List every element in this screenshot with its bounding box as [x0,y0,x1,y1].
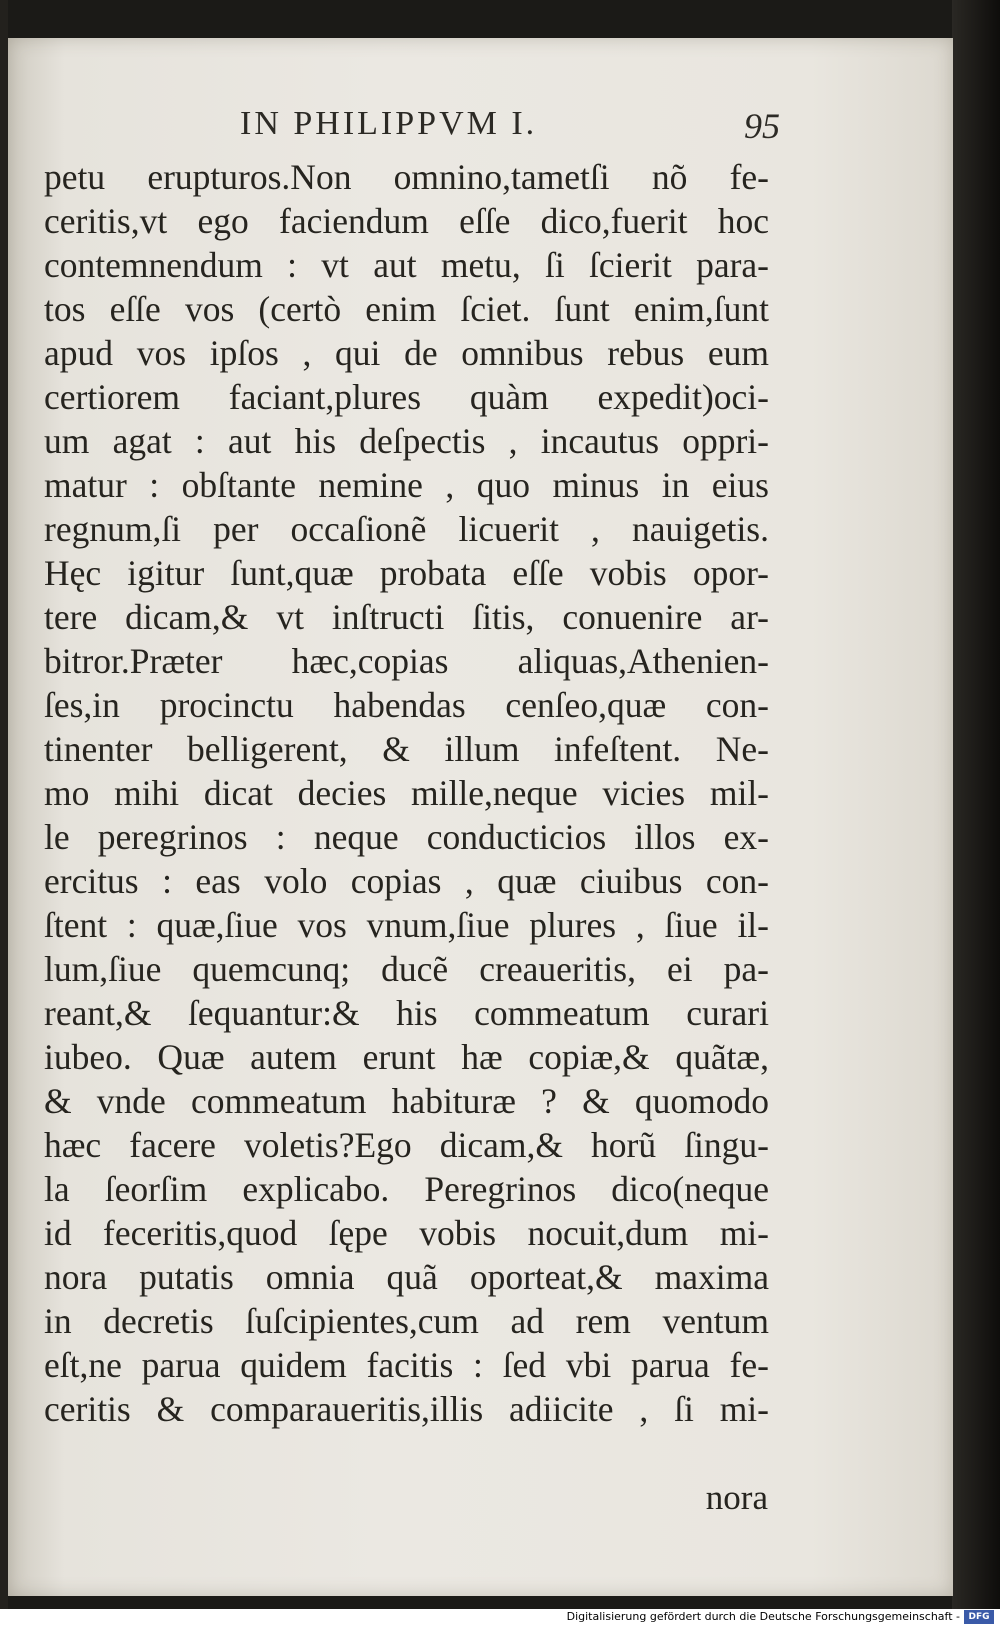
catchword: nora [705,1478,768,1517]
text-line: ercitus : eas volo copias , quæ ciuibus con- [44,861,769,901]
text-line: matur : obſtante nemine , quo minus in eius [44,465,769,505]
text-line: in decretis ſuſcipientes,cum ad rem ventum [44,1301,769,1341]
text-line: ceritis,vt ego faciendum eſſe dico,fuerit hoc [44,201,769,241]
text-line: contemnendum : vt aut metu, ſi ſcierit para- [44,245,769,285]
text-line: id feceritis,quod ſępe vobis nocuit,dum mi- [44,1213,769,1253]
text-line: ſes,in procinctu habendas cenſeo,quæ con- [44,685,769,725]
text-line: um agat : aut his deſpectis , incautus oppri- [44,421,769,461]
text-line: apud vos ipſos , qui de omnibus rebus eum [44,333,769,373]
text-line: tere dicam,& vt inſtructi ſitis, conuenire ar- [44,597,769,637]
dfg-logo: DFG [964,1610,994,1624]
text-line: reant,& ſequantur:& his commeatum curari [44,993,769,1033]
text-line: le peregrinos : neque conducticios illos ex- [44,817,769,857]
text-line: certiorem faciant,plures quàm expedit)oci- [44,377,769,417]
text-line: iubeo. Quæ autem erunt hæ copiæ,& quãtæ, [44,1037,769,1077]
text-line: regnum,ſi per occaſionẽ licuerit , nauigetis. [44,509,769,549]
text-line: & vnde commeatum habituræ ? & quomodo [44,1081,769,1121]
text-line: ceritis & comparaueritis,illis adiicite , ſi mi- [44,1389,769,1429]
page-header [240,105,780,149]
text-line: ſtent : quæ,ſiue vos vnum,ſiue plures , ſiue il- [44,905,769,945]
book-right-edge [952,0,1000,1627]
text-line: mo mihi dicat decies mille,neque vicies mil- [44,773,769,813]
running-head: IN PHILIPPVM I. [240,105,538,142]
text-line: bitror.Præter hæc,copias aliquas,Athenien- [44,641,769,681]
page-number: 95 [744,106,780,146]
book-left-edge [0,0,8,1627]
text-line: la ſeorſim explicabo. Peregrinos dico(neque [44,1169,769,1209]
text-line: hæc facere voletis?Ego dicam,& horũ ſingu- [44,1125,769,1165]
footer-credit: Digitalisierung gefördert durch die Deutsche Forschungsgemeinschaft - [566,1610,960,1623]
text-line: lum,ſiue quemcunq; ducẽ creaueritis, ei pa- [44,949,769,989]
text-line: nora putatis omnia quã oporteat,& maxima [44,1257,769,1297]
text-line: eſt,ne parua quidem facitis : ſed vbi parua fe- [44,1345,769,1385]
text-line: tinenter belligerent, & illum infeſtent. Ne- [44,729,769,769]
text-line: Hęc igitur ſunt,quæ probata eſſe vobis opor- [44,553,769,593]
text-line: petu erupturos.Non omnino,tametſi nõ fe- [44,157,769,197]
body-text [44,155,769,1431]
text-line: tos eſſe vos (certò enim ſciet. ſunt enim,ſunt [44,289,769,329]
